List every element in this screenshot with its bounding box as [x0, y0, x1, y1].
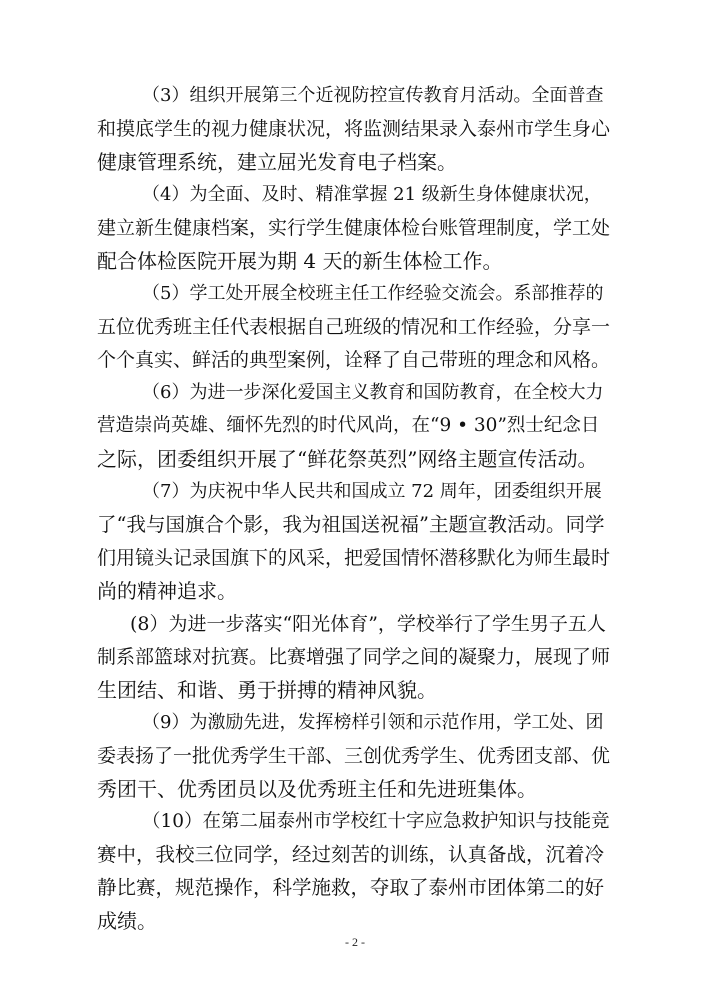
paragraph-line: 建立新生健康档案，实行学生健康体检台账管理制度，学工处 [97, 217, 611, 239]
paragraph-line: 和摸底学生的视力健康状况，将监测结果录入泰州市学生身心 [97, 118, 611, 140]
paragraph-line: 委表扬了一批优秀学生干部、三创优秀学生、优秀团支部、优 [97, 745, 611, 767]
paragraph-line: (8）为进一步落实“阳光体育”，学校举行了学生男子五人 [130, 613, 606, 635]
paragraph-line: （7）为庆祝中华人民共和国成立 72 周年，团委组织开展 [142, 481, 602, 502]
page-number: - 2 - [345, 935, 365, 949]
paragraph-line: 个个真实、鲜活的典型案例，诠释了自己带班的理念和风格。 [97, 349, 611, 371]
paragraph-line: （4）为全面、及时、精准掌握 21 级新生身体健康状况， [142, 184, 602, 205]
paragraph-line: 制系部篮球对抗赛。比赛增强了同学之间的凝聚力，展现了师 [97, 646, 611, 668]
paragraph-line: 之际，团委组织开展了“鲜花祭英烈”网络主题宣传活动。 [97, 447, 598, 471]
paragraph-line: 五位优秀班主任代表根据自己班级的情况和工作经验，分享一 [97, 316, 611, 338]
paragraph-line: 健康管理系统，建立屈光发育电子档案。 [97, 150, 457, 174]
paragraph-line: 成绩。 [97, 909, 157, 933]
paragraph-line: 尚的精神追求。 [97, 579, 237, 603]
paragraph-line: 们用镜头记录国旗下的风采，把爱国情怀潜移默化为师生最时 [97, 547, 611, 569]
paragraph-line: 静比赛，规范操作，科学施救，夺取了泰州市团体第二的好 [97, 876, 605, 899]
paragraph-line: （5）学工处开展全校班主任工作经验交流会。系部推荐的 [142, 283, 604, 304]
paragraph-line: （6）为进一步深化爱国主义教育和国防教育，在全校大力 [142, 382, 604, 403]
paragraph-line: （3）组织开展第三个近视防控宣传教育月活动。全面普查 [142, 85, 604, 106]
paragraph-line: 秀团干、优秀团员以及优秀班主任和先进班集体。 [97, 777, 537, 801]
paragraph-line: 营造崇尚英雄、缅怀先烈的时代风尚，在“9 • 30”烈士纪念日 [97, 415, 600, 436]
paragraph-line: （9）为激励先进，发挥榜样引领和示范作用，学工处、团 [142, 712, 604, 733]
paragraph-line: 配合体检医院开展为期 4 天的新生体检工作。 [97, 249, 503, 273]
paragraph-line: 生团结、和谐、勇于拼搏的精神风貌。 [97, 678, 437, 702]
paragraph-line: 赛中，我校三位同学，经过刻苦的训练，认真备战，沉着冷 [97, 843, 605, 866]
paragraph-line: 了“我与国旗合个影，我为祖国送祝福”主题宣教活动。同学 [97, 513, 605, 536]
paragraph-line: （10）在第二届泰州市学校红十字应急救护知识与技能竞 [142, 811, 610, 832]
